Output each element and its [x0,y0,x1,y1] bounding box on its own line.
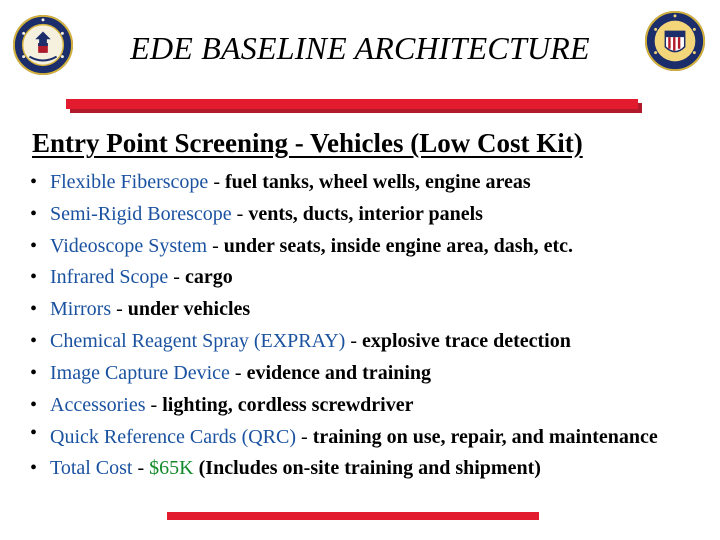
item-separator: - [207,234,224,257]
item-separator: - [132,457,150,480]
item-separator: - [345,329,362,352]
bullet-icon: • [30,298,38,321]
slide-subtitle: Entry Point Screening - Vehicles (Low Cost Kit) [32,128,583,158]
item-description: explosive trace detection [362,329,571,352]
item-name: Quick Reference Cards (QRC) [50,426,297,449]
total-cost-value: $65K [149,457,194,480]
item-separator: - [296,426,313,449]
item-name: Image Capture Device [50,361,230,384]
slide-title: EDE BASELINE ARCHITECTURE [130,30,590,66]
item-description: evidence and training [246,361,432,384]
item-description: vents, ducts, interior panels [248,202,483,225]
item-description: fuel tanks, wheel wells, engine areas [224,171,531,193]
list-item [24,167,708,199]
bullet-icon: • [30,393,38,416]
item-description: lighting, cordless screwdriver [162,393,414,416]
bullet-icon: • [30,457,38,480]
equipment-list [24,167,708,485]
item-name: Infrared Scope [50,266,169,289]
item-separator: - [231,202,249,225]
item-description: training on use, repair, and maintenance [312,426,658,449]
list-item [24,358,708,390]
list-item [24,421,708,453]
item-name: Chemical Reagent Spray (EXPRAY) [50,329,346,352]
bullet-icon: • [30,266,38,289]
item-name: Flexible Fiberscope [50,171,209,193]
item-separator: - [208,171,225,193]
item-separator: - [111,298,128,321]
item-description: cargo [184,266,233,289]
title-underline-bar [66,99,638,109]
list-item [24,294,708,326]
item-description: under seats, inside engine area, dash, etc. [223,234,574,257]
total-cost-label: Total Cost [50,457,133,480]
total-cost-note: (Includes on-site training and shipment) [193,457,541,480]
item-separator: - [168,266,185,289]
item-name: Accessories [50,393,146,416]
footer-bar [167,512,539,520]
item-separator: - [229,361,247,384]
item-name: Semi-Rigid Borescope [50,202,232,225]
item-name: Mirrors [50,298,112,321]
bullet-icon: • [30,171,38,193]
bullet-icon: • [30,234,38,257]
total-cost-item [24,453,708,485]
item-description: under vehicles [127,298,251,321]
bullet-icon: • [30,329,38,352]
item-separator: - [145,393,163,416]
bullet-icon: • [30,361,38,384]
list-item [24,390,708,422]
list-item [24,199,708,231]
item-name: Videoscope System [50,234,208,257]
list-item [24,262,708,294]
bullet-icon: • [30,202,38,225]
list-item [24,326,708,358]
bullet-icon: • [30,422,38,445]
list-item [24,231,708,263]
